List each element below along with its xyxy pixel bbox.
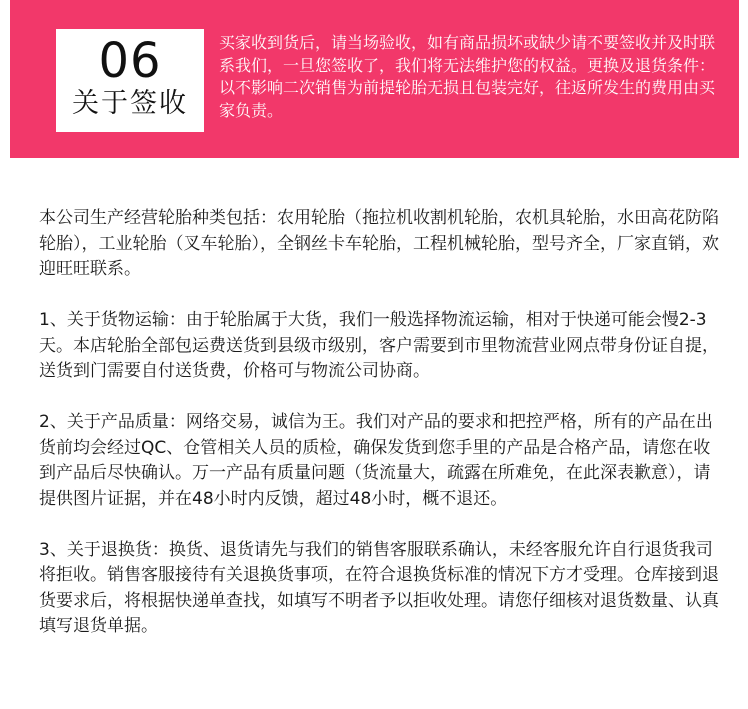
quality-policy-paragraph: 2、关于产品质量：网络交易，诚信为王。我们对产品的要求和把控严格，所有的产品在出货前均会经过QC、仓管相关人员的质检，确保发货到您手里的产品是合格产品，请您在收到产品后尽快确认。万一产品有质量问题（货流量大，疏露在所难免，在此深表歉意），请提供图片证据，并在48小时内反馈，超过48小时，概不退还。 <box>39 412 713 509</box>
banner-notice-text: 买家收到货后，请当场验收，如有商品损坏或缺少请不要签收并及时联系我们，一旦您签收了，我们将无法维护您的权益。更换及退货条件：以不影响二次销售为前提轮胎无损且包装完好，往返所发生的费用由买家负责。 <box>219 33 716 120</box>
section-badge <box>56 29 204 132</box>
policy-content <box>39 206 719 665</box>
return-policy-paragraph: 3、关于退换货：换货、退货请先与我们的销售客服联系确认，未经客服允许自行退货我司将拒收。销售客服接待有关退换货事项，在符合退换货标准的情况下方才受理。仓库接到退货要求后，将根据快递单查找，如填写不明者予以拒收处理。请您仔细核对退货数量、认真填写退货单据。 <box>39 539 719 636</box>
shipping-policy-paragraph: 1、关于货物运输：由于轮胎属于大货，我们一般选择物流运输，相对于快递可能会慢2-3天。本店轮胎全部包运费送货到县级市级别，客户需要到市里物流营业网点带身份证自提，送货到门需要自付送货费，价格可与物流公司协商。 <box>39 310 719 381</box>
policy-banner <box>10 0 739 158</box>
banner-notice <box>219 32 729 122</box>
company-intro-paragraph: 本公司生产经营轮胎种类包括：农用轮胎（拖拉机收割机轮胎，农机具轮胎，水田高花防陷轮胎），工业轮胎（叉车轮胎），全钢丝卡车轮胎，工程机械轮胎，型号齐全，厂家直销，欢迎旺旺联系。 <box>39 208 719 279</box>
section-title: 关于签收 <box>72 88 188 119</box>
section-number: 06 <box>98 33 162 89</box>
